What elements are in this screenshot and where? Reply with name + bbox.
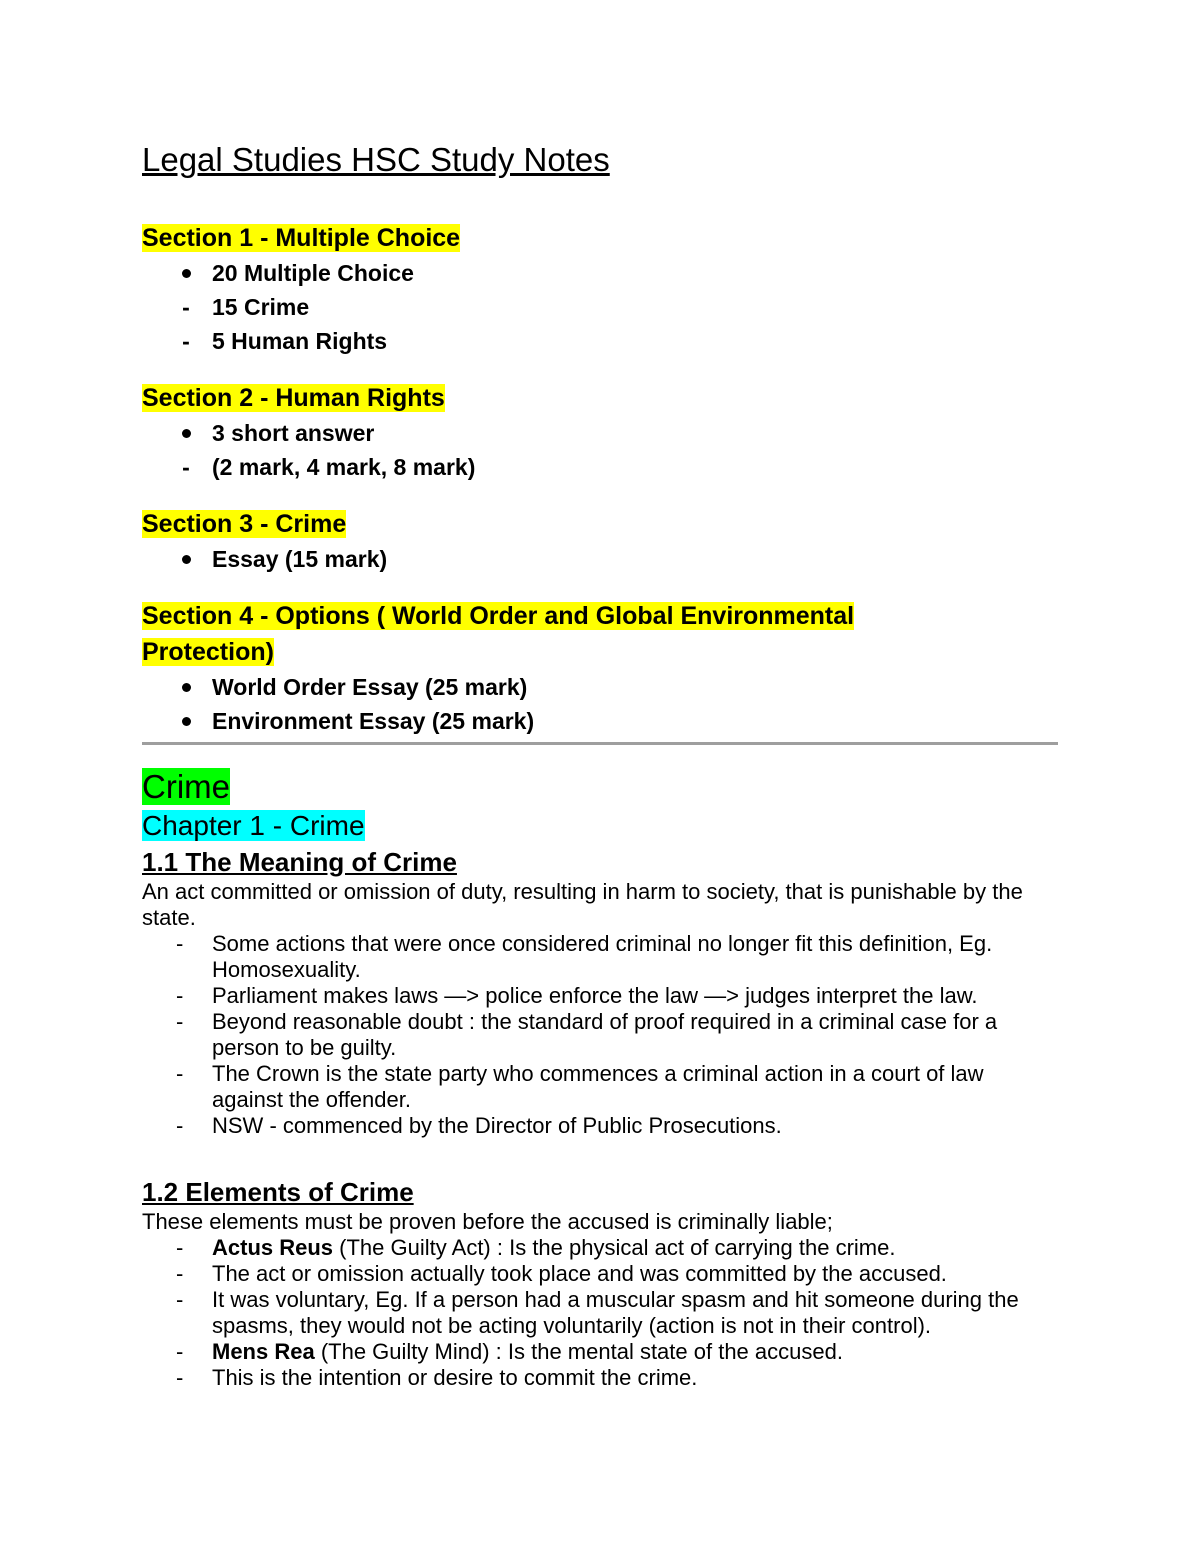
dash-marker: - [176,983,184,1008]
list-item: - Some actions that were once considered criminal no longer fit this definition, Eg. Homosexuality. [176,931,993,982]
horizontal-rule [142,742,1058,745]
dash-marker: - [176,1261,184,1286]
list-item: World Order Essay (25 mark) [142,670,1060,704]
document-page [142,138,1060,1391]
subsection-1-2-list [142,1235,1060,1391]
section-3-list [142,542,1060,576]
list-item: - NSW - commenced by the Director of Public Prosecutions. [176,1113,782,1138]
list-item: Environment Essay (25 mark) [142,704,1060,738]
list-item: 20 Multiple Choice [142,256,1060,290]
section-3-heading: Section 3 - Crime [142,510,347,538]
bullet-dot-icon [176,704,196,738]
subsection-1-1-heading: 1.1 The Meaning of Crime [142,847,457,877]
dash-marker: - [176,1061,184,1086]
subsection-1-1-intro: An act committed or omission of duty, resulting in harm to society, that is punishable by the state. [142,879,1023,930]
list-item: - The Crown is the state party who commences a criminal action in a court of law against the offender. [176,1061,984,1112]
dash-marker: - [176,1235,184,1260]
dash-marker: - [176,1287,184,1312]
list-item: - 5 Human Rights [142,324,1060,358]
list-item: 3 short answer [142,416,1060,450]
list-item: - This is the intention or desire to commit the crime. [176,1365,698,1390]
list-item: - Beyond reasonable doubt : the standard of proof required in a criminal case for a person to be guilty. [176,1009,998,1060]
section-4-heading: Section 4 - Options ( World Order and Global Environmental Protection) [142,602,855,666]
list-item: - It was voluntary, Eg. If a person had a muscular spasm and hit someone during the spasms, they would not be acting voluntarily (action is not in their control). [176,1287,1019,1338]
dash-marker: - [182,454,190,480]
list-item: - Actus Reus (The Guilty Act) : Is the physical act of carrying the crime. [176,1235,896,1260]
list-item: - 15 Crime [142,290,1060,324]
list-item: - The act or omission actually took place and was committed by the accused. [176,1261,947,1286]
list-item: - Parliament makes laws —> police enforce the law —> judges interpret the law. [176,983,978,1008]
list-item: Essay (15 mark) [142,542,1060,576]
list-item: - Mens Rea (The Guilty Mind) : Is the mental state of the accused. [176,1339,843,1364]
crime-heading: Crime [142,768,230,805]
dash-marker: - [176,1339,184,1364]
subsection-1-2-intro: These elements must be proven before the accused is criminally liable; [142,1209,833,1234]
chapter-heading: Chapter 1 - Crime [142,810,365,841]
bullet-dot-icon [176,256,196,290]
dash-marker: - [182,328,190,354]
list-item: - (2 mark, 4 mark, 8 mark) [142,450,1060,484]
section-2-list [142,416,1060,484]
subsection-1-2-heading: 1.2 Elements of Crime [142,1177,414,1207]
dash-marker: - [176,1009,184,1034]
section-1-list [142,256,1060,358]
bullet-dot-icon [176,670,196,704]
document-title: Legal Studies HSC Study Notes [142,141,610,178]
section-4-list [142,670,1060,738]
dash-marker: - [176,1113,184,1138]
bullet-dot-icon [176,542,196,576]
dash-marker: - [182,294,190,320]
dash-marker: - [176,931,184,956]
subsection-1-1-list [142,931,1060,1139]
dash-marker: - [176,1365,184,1390]
section-2-heading: Section 2 - Human Rights [142,384,445,412]
section-1-heading: Section 1 - Multiple Choice [142,224,461,252]
bullet-dot-icon [176,416,196,450]
